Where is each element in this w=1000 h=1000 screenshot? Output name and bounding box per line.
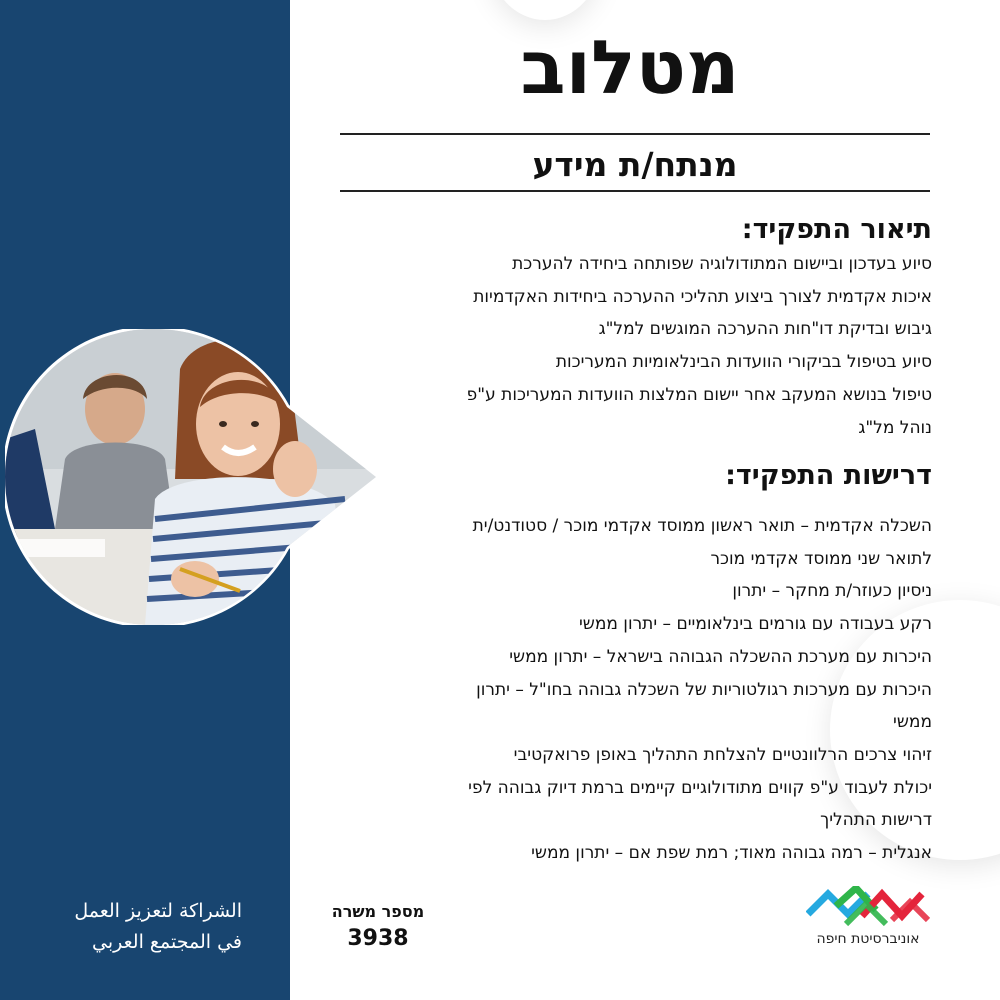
job-number: 3938 — [347, 926, 409, 951]
partner-line-2: في المجتمع العربي — [92, 931, 242, 953]
list-item: לתואר שני ממוסד אקדמי מוכר — [710, 548, 932, 569]
description-heading: תיאור התפקיד: — [741, 214, 932, 245]
job-number-label: מספר משרה — [331, 902, 425, 921]
list-item: היכרות עם מערכת ההשכלה הגבוהה בישראל – יתרון ממשי — [509, 646, 932, 667]
list-item: סיוע בטיפול בביקורי הוועדות הבינלאומיות המעריכות — [555, 352, 932, 373]
description-list — [312, 248, 932, 444]
decorative-circle-top — [490, 0, 600, 20]
list-item: נוהל מל"ג — [858, 417, 932, 438]
page-title: מטלוב — [520, 25, 740, 111]
list-item: יכולת לעבוד ע"פ קווים מתודולוגיים קיימים ברמת דיוק גבוהה לפי — [468, 777, 932, 798]
list-item: ניסיון כעוזר/ת מחקר – יתרון — [732, 581, 932, 602]
list-item: סיוע בעדכון וביישום המתודולוגיה שפותחה ביחידה להערכת — [512, 254, 932, 274]
divider-top — [340, 133, 930, 135]
list-item: איכות אקדמית לצורך ביצוע תהליכי ההערכה ביחידות האקדמיות — [473, 286, 932, 307]
list-item: השכלה אקדמית – תואר ראשון ממוסד אקדמי מוכר / סטודנט/ית — [472, 516, 932, 536]
university-name: אוניברסיטת חיפה — [816, 931, 920, 947]
list-item: רקע בעבודה עם גורמים בינלאומיים – יתרון ממשי — [578, 614, 932, 635]
divider-bottom — [340, 190, 930, 192]
list-item: ממשי — [893, 712, 932, 733]
requirements-list — [312, 510, 932, 870]
list-item: אנגלית – רמה גבוהה מאוד; רמת שפת אם – יתרון ממשי — [531, 843, 932, 864]
list-item: טיפול בנושא המעקב אחר יישום המלצות הוועדות המעריכות ע"פ — [466, 384, 932, 405]
list-item: דרישות התהליך — [820, 810, 932, 831]
partner-line-1: الشراكة لتعزيز العمل — [74, 900, 242, 922]
requirements-heading: דרישות התפקיד: — [725, 460, 932, 491]
list-item: גיבוש ובדיקת דו"חות ההערכה המוגשים למל"ג — [598, 319, 932, 340]
list-item: היכרות עם מערכות רגולטוריות של השכלה גבוהה בחו"ל – יתרון — [476, 679, 932, 700]
university-logo — [806, 886, 930, 928]
job-title: מנתח/ת מידע — [532, 145, 738, 184]
list-item: זיהוי צרכים הרלוונטיים להצלחת התהליך באופן פרואקטיבי — [513, 744, 932, 765]
